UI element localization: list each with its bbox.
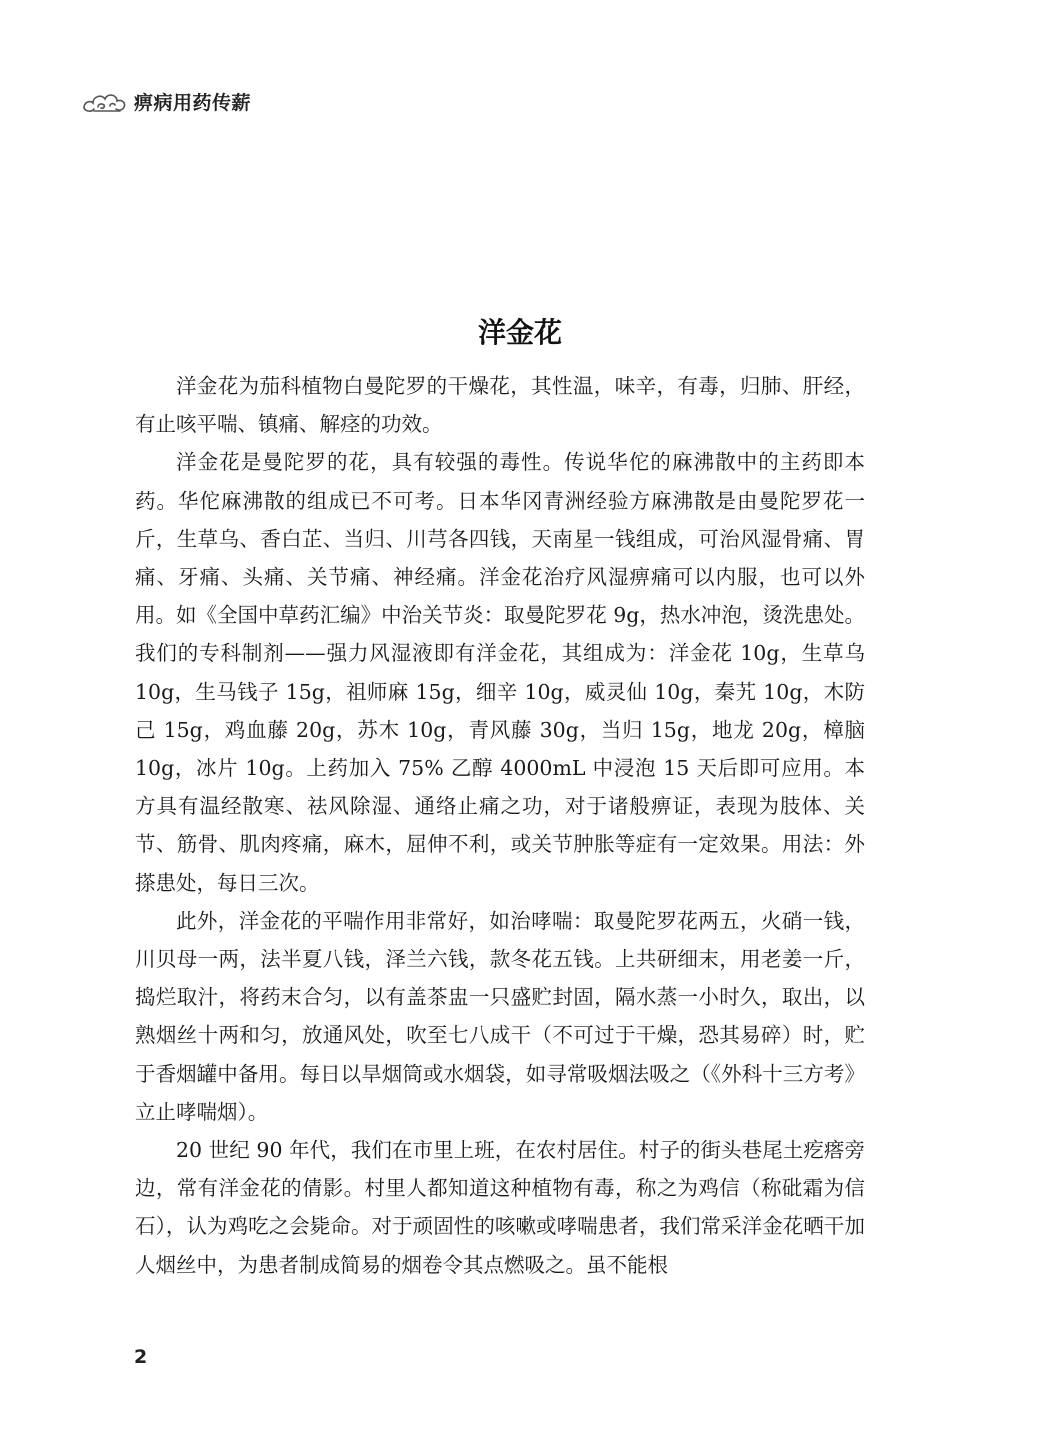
paragraph: 此外，洋金花的平喘作用非常好，如治哮喘：取曼陀罗花两五，火硝一钱，川贝母一两，法半夏八钱，泽兰六钱，款冬花五钱。上共研细末，用老姜一斤，捣烂取汁，将药末合匀，以有盖茶盅一只盛贮封固，隔水蒸一小时久，取出，以熟烟丝十两和匀，放通风处，吹至七八成干（不可过于干燥，恐其易碎）时，贮于香烟罐中备用。每日以旱烟筒或水烟袋，如寻常吸烟法吸之（《外科十三方考》立止哮喘烟）。: [135, 908, 865, 1124]
paragraph: 洋金花为茄科植物白曼陀罗的干燥花，其性温，味辛，有毒，归肺、肝经，有止咳平喘、镇痛、解痉的功效。: [135, 374, 865, 437]
paragraph: 洋金花是曼陀罗的花，具有较强的毒性。传说华佗的麻沸散中的主药即本药。华佗麻沸散的组成已不可考。日本华冈青洲经验方麻沸散是由曼陀罗花一斤，生草乌、香白芷、当归、川芎各四钱，天南星一钱组成，可治风湿骨痛、胃痛、牙痛、头痛、关节痛、神经痛。洋金花治疗风湿痹痛可以内服，也可以外用。如《全国中草药汇编》中治关节炎：取曼陀罗花 9g，热水冲泡，烫洗患处。我们的专科制剂——强力风湿液即有洋金花，其组成为：洋金花 10g，生草乌 10g，生马钱子 15g，祖师麻 15g，细辛 10g，威灵仙 10g，秦艽 10g，木防己 15g，鸡血藤 20g，苏木 10g，青风藤 30g，当归 15g，地龙 20g，樟脑 10g，冰片 10g。上药加入 75% 乙醇 4000mL 中浸泡 15 天后即可应用。本方具有温经散寒、祛风除湿、通络止痛之功，对于诸般痹证，表现为肢体、关节、筋骨、肌肉疼痛，麻木，屈伸不利，或关节肿胀等症有一定效果。用法：外搽患处，每日三次。: [135, 450, 865, 895]
book-title: 痹病用药传薪: [134, 91, 252, 114]
article-body: [135, 367, 865, 1284]
page-number: 2: [134, 1346, 148, 1368]
cloud-scroll-icon: [80, 86, 130, 116]
paragraph: 20 世纪 90 年代，我们在市里上班，在农村居住。村子的街头巷尾土疙瘩旁边，常有洋金花的倩影。村里人都知道这种植物有毒，称之为鸡信（称砒霜为信石），认为鸡吃之会毙命。对于顽固性的咳嗽或哮喘患者，我们常采洋金花晒干加人烟丝中，为患者制成简易的烟卷令其点燃吸之。虽不能根: [135, 1138, 865, 1277]
article-title: 洋金花: [477, 315, 562, 349]
running-header: [80, 84, 251, 118]
